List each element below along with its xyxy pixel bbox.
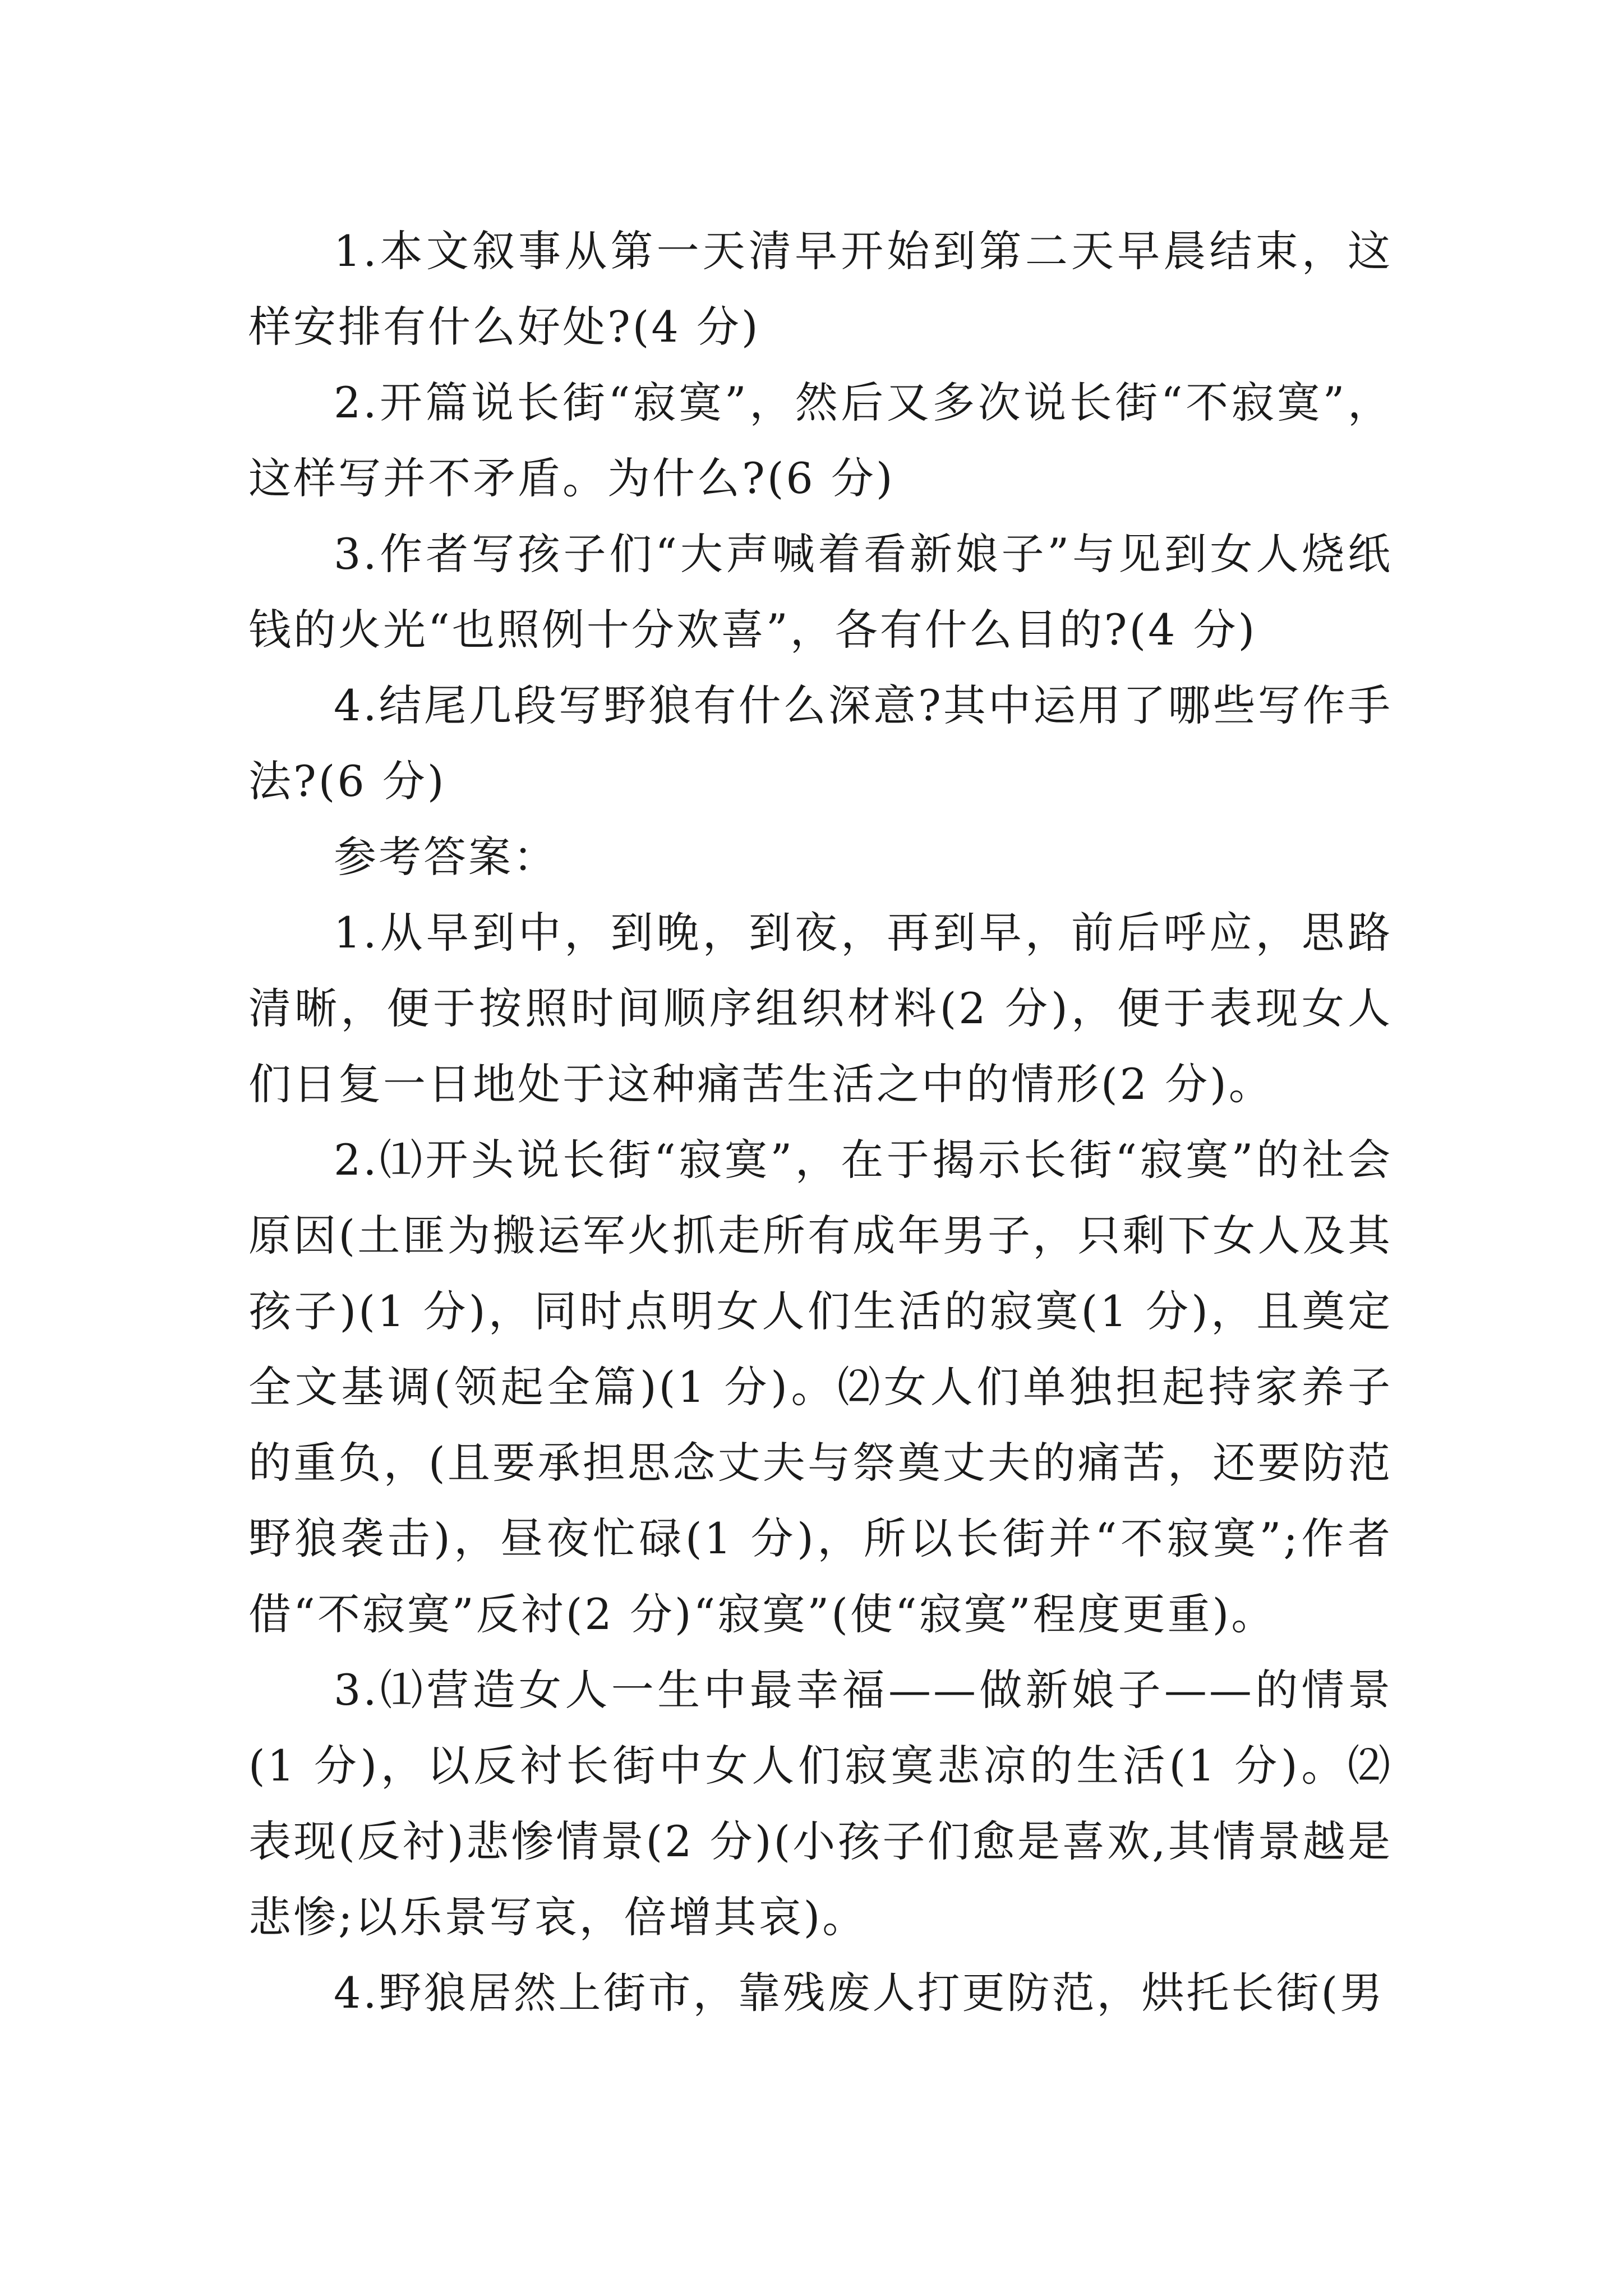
question-2: 2.开篇说长街“寂寞”，然后又多次说长街“不寂寞”，这样写并不矛盾。为什么?(6 分) [248, 378, 1393, 503]
question-4: 4.结尾几段写野狼有什么深意?其中运用了哪些写作手法?(6 分) [248, 680, 1393, 806]
document-body [248, 213, 1393, 2031]
answers-heading: 参考答案： [334, 832, 558, 882]
answer-3: 3.⑴营造女人一生中最幸福——做新娘子——的情景(1 分)，以反衬长街中女人们寂寞悲凉的生活(1 分)。⑵表现(反衬)悲惨情景(2 分)(小孩子们愈是喜欢,其情景越是悲惨;以乐景写哀，倍增其哀)。 [248, 1665, 1393, 1942]
answer-2: 2.⑴开头说长街“寂寞”，在于揭示长街“寂寞”的社会原因(土匪为搬运军火抓走所有成年男子，只剩下女人及其孩子)(1 分)，同时点明女人们生活的寂寞(1 分)，且奠定全文基调(领起全篇)(1 分)。⑵女人们单独担起持家养子的重负，(且要承担思念丈夫与祭奠丈夫的痛苦，还要防范野狼袭击)，昼夜忙碌(1 分)，所以长街并“不寂寞”;作者借“不寂寞”反衬(2 分)“寂寞”(使“寂寞”程度更重)。 [248, 1135, 1393, 1639]
answer-1: 1.从早到中，到晚，到夜，再到早，前后呼应，思路清晰，便于按照时间顺序组织材料(2 分)，便于表现女人们日复一日地处于这种痛苦生活之中的情形(2 分)。 [248, 908, 1393, 1109]
question-1: 1.本文叙事从第一天清早开始到第二天早晨结束，这样安排有什么好处?(4 分) [248, 226, 1393, 352]
question-3: 3.作者写孩子们“大声喊着看新娘子”与见到女人烧纸钱的火光“也照例十分欢喜”，各有什么目的?(4 分) [248, 529, 1393, 655]
answer-4: 4.野狼居然上街市，靠残废人打更防范，烘托长街(男 [334, 1968, 1385, 2018]
